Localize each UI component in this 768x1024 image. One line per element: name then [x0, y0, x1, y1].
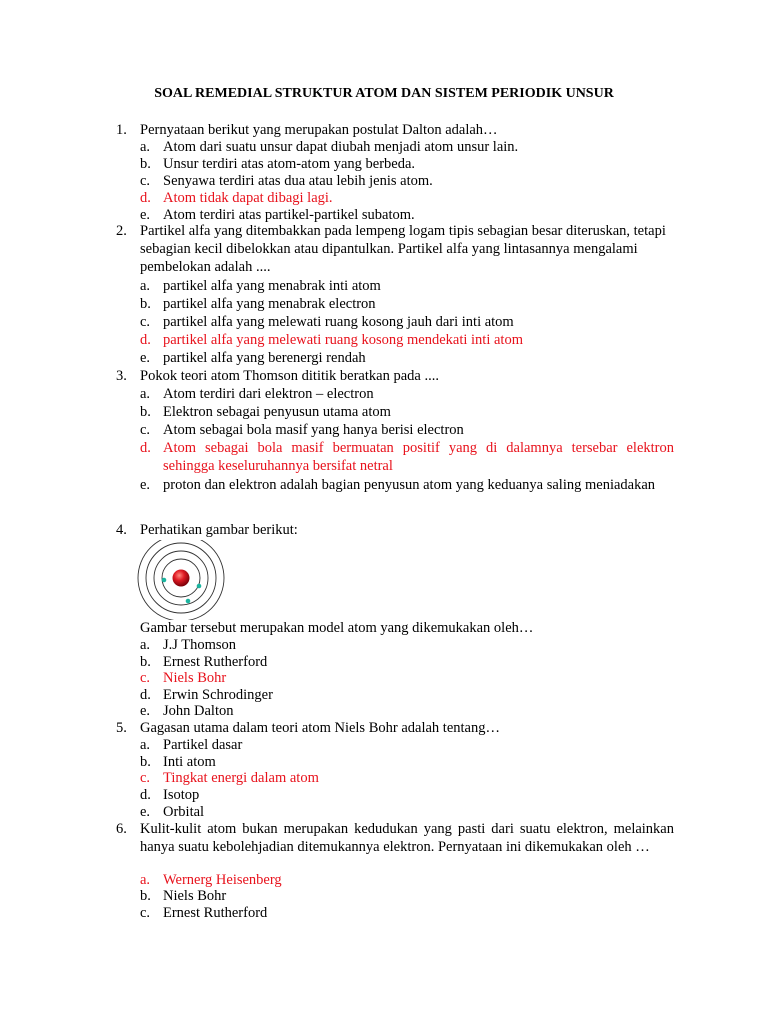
- option-letter: b.: [140, 888, 151, 904]
- option-letter: d.: [140, 787, 151, 803]
- option-text: John Dalton: [163, 703, 234, 719]
- option-text: Inti atom: [163, 754, 216, 770]
- option-text: Wernerg Heisenberg: [163, 872, 282, 888]
- option-text: Ernest Rutherford: [163, 905, 268, 921]
- option-letter: c.: [140, 770, 151, 786]
- option-text: Erwin Schrodinger: [163, 687, 273, 703]
- option-text: J.J Thomson: [163, 637, 237, 653]
- question-text: Pernyataan berikut yang merupakan postulat Dalton adalah…: [140, 122, 498, 138]
- option-letter: d.: [140, 440, 151, 456]
- question-text: Partikel alfa yang ditembakkan pada lempeng logam tipis sebagian besar diteruskan, tetapi sebagian kecil dibelokkan atau dipantulkan. Partikel alfa yang lintasannya mengalami pembelokan adalah ....: [140, 223, 666, 275]
- option-text: proton dan elektron adalah bagian penyusun atom yang keduanya saling meniadakan: [163, 477, 656, 493]
- electron: [162, 578, 167, 583]
- electron: [197, 584, 202, 589]
- option-text: Tingkat energi dalam atom: [163, 770, 319, 786]
- option-letter: b.: [140, 754, 151, 770]
- electron: [186, 599, 191, 604]
- option-letter: b.: [140, 654, 151, 670]
- option-letter: c.: [140, 905, 151, 921]
- question-text: Perhatikan gambar berikut:: [140, 522, 298, 538]
- option-letter: c.: [140, 422, 151, 438]
- question-number: 6.: [116, 821, 127, 837]
- option-text: Atom terdiri dari elektron – electron: [163, 386, 374, 402]
- option-text: Elektron sebagai penyusun utama atom: [163, 404, 391, 420]
- option-letter: a.: [140, 278, 151, 294]
- option-letter: e.: [140, 477, 151, 493]
- option-letter: b.: [140, 296, 151, 312]
- option-text: partikel alfa yang melewati ruang kosong mendekati inti atom: [163, 332, 523, 348]
- option-letter: b.: [140, 156, 151, 172]
- figure-caption: Gambar tersebut merupakan model atom yang dikemukakan oleh…: [140, 620, 534, 636]
- question-text: Gagasan utama dalam teori atom Niels Bohr adalah tentang…: [140, 720, 500, 736]
- option-letter: e.: [140, 350, 151, 366]
- document-title: SOAL REMEDIAL STRUKTUR ATOM DAN SISTEM PERIODIK UNSUR: [154, 86, 614, 101]
- option-letter: e.: [140, 703, 151, 719]
- question-number: 2.: [116, 223, 127, 239]
- question-text: Pokok teori atom Thomson dititik beratkan pada ....: [140, 368, 439, 384]
- option-letter: e.: [140, 804, 151, 820]
- option-text: Senyawa terdiri atas dua atau lebih jenis atom.: [163, 173, 433, 189]
- option-letter: c.: [140, 314, 151, 330]
- option-text: Atom terdiri atas partikel-partikel subatom.: [163, 207, 415, 223]
- option-letter: e.: [140, 207, 151, 223]
- option-letter: c.: [140, 670, 151, 686]
- option-text: partikel alfa yang melewati ruang kosong jauh dari inti atom: [163, 314, 514, 330]
- nucleus: [173, 570, 190, 587]
- question-number: 4.: [116, 522, 127, 538]
- option-letter: a.: [140, 872, 151, 888]
- option-text: Niels Bohr: [163, 670, 227, 686]
- option-text: Atom tidak dapat dibagi lagi.: [163, 190, 333, 206]
- option-text: partikel alfa yang menabrak electron: [163, 296, 376, 312]
- atom-model-svg: [136, 540, 226, 620]
- question-number: 3.: [116, 368, 127, 384]
- option-letter: d.: [140, 190, 151, 206]
- option-text: Unsur terdiri atas atom-atom yang berbeda.: [163, 156, 416, 172]
- question-text: Kulit-kulit atom bukan merupakan kedudukan yang pasti dari suatu elektron, melainkan hanya suatu kebolehjadian ditemukannya elektron. Pernyataan ini dikemukakan oleh …: [140, 821, 674, 855]
- option-text: Atom dari suatu unsur dapat diubah menjadi atom unsur lain.: [163, 139, 519, 155]
- option-text: Isotop: [163, 787, 200, 803]
- option-text: Niels Bohr: [163, 888, 227, 904]
- option-text: Atom sebagai bola masif bermuatan positif yang di dalamnya tersebar elektron sehingga keseluruhannya bersifat netral: [163, 440, 674, 474]
- option-letter: a.: [140, 637, 151, 653]
- option-text: partikel alfa yang menabrak inti atom: [163, 278, 381, 294]
- option-letter: a.: [140, 386, 151, 402]
- option-text: Partikel dasar: [163, 737, 243, 753]
- option-text: Ernest Rutherford: [163, 654, 268, 670]
- question-number: 5.: [116, 720, 127, 736]
- option-letter: a.: [140, 737, 151, 753]
- option-letter: c.: [140, 173, 151, 189]
- option-letter: a.: [140, 139, 151, 155]
- option-letter: b.: [140, 404, 151, 420]
- option-letter: d.: [140, 687, 151, 703]
- option-letter: d.: [140, 332, 151, 348]
- option-text: Orbital: [163, 804, 205, 820]
- option-text: partikel alfa yang berenergi rendah: [163, 350, 366, 366]
- question-number: 1.: [116, 122, 127, 138]
- bohr-atom-model-icon: [136, 540, 226, 620]
- option-text: Atom sebagai bola masif yang hanya berisi electron: [163, 422, 464, 438]
